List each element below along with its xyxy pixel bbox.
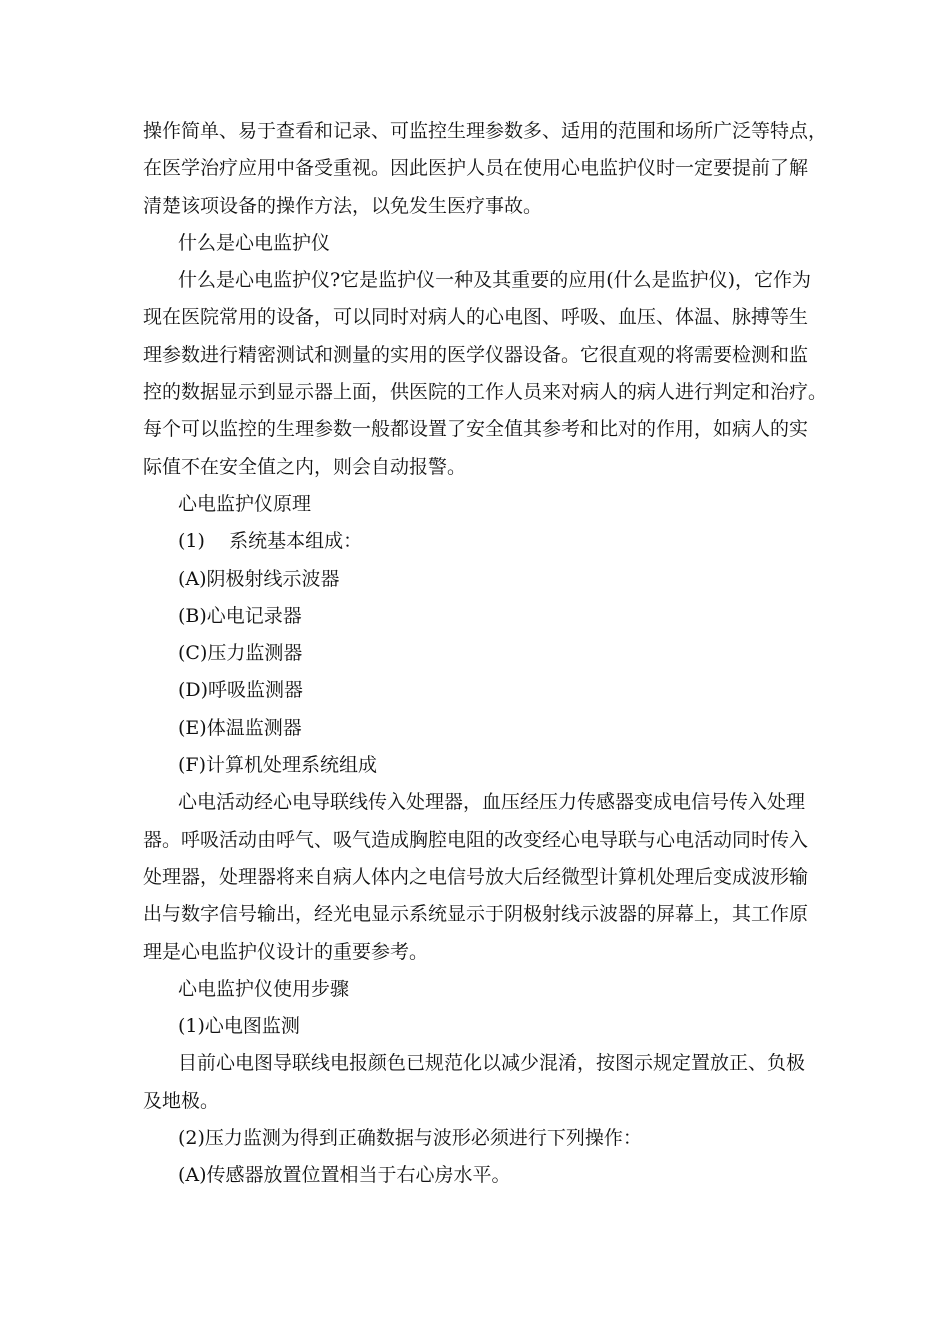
section-heading: 心电监护仪原理: [178, 492, 312, 515]
section-heading: 什么是心电监护仪: [178, 231, 331, 254]
document-body: [143, 113, 833, 1195]
list-item: (1) 系统基本组成：: [178, 530, 363, 553]
text-line: 目前心电图导联线电报颜色已规范化以减少混淆，按图示规定置放正、负极: [178, 1052, 806, 1075]
text-line: 心电活动经心电导联线传入处理器，血压经压力传感器变成电信号传入处理: [178, 791, 806, 814]
list-item: (B)心电记录器: [178, 604, 302, 627]
list-item: (1)心电图监测: [178, 1015, 300, 1038]
text-line: 出与数字信号输出，经光电显示系统显示于阴极射线示波器的屏幕上，其工作原: [143, 903, 809, 926]
list-item: (A)阴极射线示波器: [178, 567, 340, 590]
text-line: 理是心电监护仪设计的重要参考。: [143, 940, 429, 963]
section-heading: 心电监护仪使用步骤: [178, 977, 350, 1000]
list-item: (2)压力监测为得到正确数据与波形必须进行下列操作：: [178, 1127, 642, 1150]
text-line: 理参数进行精密测试和测量的实用的医学仪器设备。它很直观的将需要检测和监: [143, 343, 809, 366]
list-item: (C)压力监测器: [178, 642, 303, 665]
text-line: 器。呼吸活动由呼气、吸气造成胸腔电阻的改变经心电导联与心电活动同时传入: [143, 828, 809, 851]
list-item: (F)计算机处理系统组成: [178, 754, 378, 777]
text-line: 处理器，处理器将来自病人体内之电信号放大后经微型计算机处理后变成波形输: [143, 865, 809, 888]
text-line: 什么是心电监护仪?它是监护仪一种及其重要的应用(什么是监护仪)，它作为: [178, 269, 812, 292]
text-line: 操作简单、易于查看和记录、可监控生理参数多、适用的范围和场所广泛等特点，: [143, 120, 828, 142]
list-item: (D)呼吸监测器: [178, 679, 304, 702]
list-item: (A)传感器放置位置相当于右心房水平。: [178, 1164, 511, 1187]
list-item: (E)体温监测器: [178, 716, 302, 739]
text-line: 及地极。: [143, 1089, 220, 1112]
text-line: 清楚该项设备的操作方法，以免发生医疗事故。: [143, 194, 543, 217]
text-line: 际值不在安全值之内，则会自动报警。: [143, 455, 467, 478]
text-line: 在医学治疗应用中备受重视。因此医护人员在使用心电监护仪时一定要提前了解: [143, 157, 809, 180]
text-line: 控的数据显示到显示器上面，供医院的工作人员来对病人的病人进行判定和治疗。: [143, 381, 828, 404]
text-line: 现在医院常用的设备，可以同时对病人的心电图、呼吸、血压、体温、脉搏等生: [143, 306, 809, 329]
text-line: 每个可以监控的生理参数一般都设置了安全值其参考和比对的作用，如病人的实: [143, 418, 809, 441]
